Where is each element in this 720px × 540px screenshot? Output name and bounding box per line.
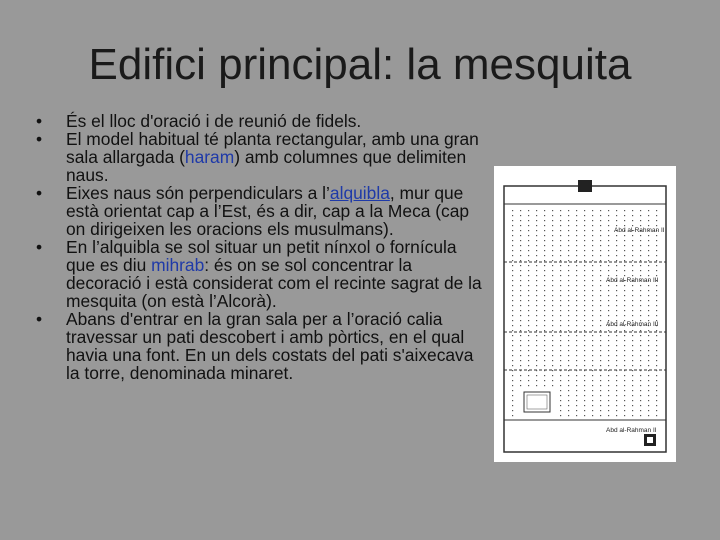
mosque-floor-plan [494, 166, 676, 462]
highlighted-term: mihrab [151, 255, 205, 275]
plan-label-1: Abd al-Rahman II [614, 227, 665, 234]
bullet-list [36, 112, 488, 382]
floor-plan-drawing [494, 166, 676, 462]
highlighted-term: alquibla [329, 183, 390, 203]
bullet-item [36, 130, 488, 184]
bullet-item [36, 112, 488, 130]
highlighted-term: haram [184, 147, 235, 167]
bullet-text: En l’alquibla se sol situar un petit nínxol o fornícula que es diu [66, 237, 457, 275]
slide-title: Edifici principal: la mesquita [88, 40, 632, 89]
bullet-dot-icon: • [36, 237, 43, 257]
plan-label-4: Abd al-Rahman II [606, 427, 657, 434]
bullet-dot-icon: • [36, 111, 43, 131]
bullet-dot-icon: • [36, 183, 43, 203]
bullet-item [36, 310, 488, 382]
bullet-dot-icon: • [36, 309, 43, 329]
bullet-text: El model habitual té planta rectangular, amb una gran sala allargada ( [66, 129, 479, 167]
bullet-text: Abans d'entrar en la gran sala per a l’oració calia travessar un pati descobert i amb pòrtics, en el qual havia una font. En un dels costats del pati s'aixecava la torre, denominada minaret. [66, 309, 474, 383]
bullet-item [36, 238, 488, 310]
bullet-item [36, 184, 488, 238]
plan-label-2: Abd al-Rahman III [606, 277, 659, 284]
bullet-text: És el lloc d'oració i de reunió de fidels. [66, 111, 362, 131]
bullet-text: : és on se sol concentrar la decoració i està considerat com el recinte sagrat de la mesquita (on està l’Alcorà). [66, 255, 482, 311]
bullet-text: ) amb columnes que delimiten naus. [66, 147, 467, 185]
plan-label-3: Abd al-Rahman III [606, 321, 659, 328]
bullet-text: Eixes naus són perpendiculars a l’ [66, 183, 330, 203]
bullet-dot-icon: • [36, 129, 43, 149]
bullet-text: , mur que està orientat cap a l’Est, és a dir, cap a la Meca (cap on dirigeixen les oracions els musulmans). [66, 183, 470, 239]
minaret-icon [578, 180, 592, 192]
